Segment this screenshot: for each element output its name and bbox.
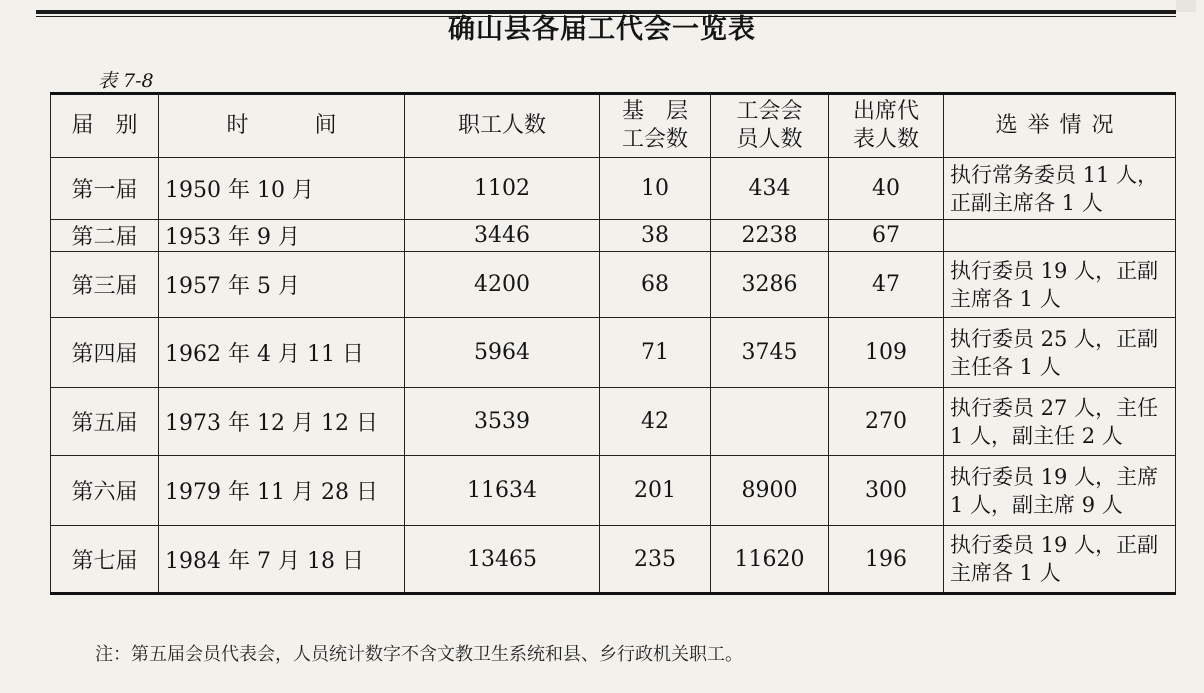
cell-time: 1984 年 7 月 18 日 bbox=[159, 526, 405, 594]
table-label: 表 7-8 bbox=[98, 70, 154, 92]
cell-grassroots: 38 bbox=[600, 220, 711, 252]
cell-election bbox=[944, 220, 1176, 252]
header-members bbox=[711, 94, 829, 158]
page-title: 确山县各届工代会一览表 bbox=[448, 14, 756, 45]
cell-time: 1962 年 4 月 11 日 bbox=[159, 318, 405, 388]
cell-delegates: 40 bbox=[829, 158, 944, 220]
cell-grassroots: 10 bbox=[600, 158, 711, 220]
cell-session: 第五届 bbox=[51, 388, 159, 456]
cell-workers: 5964 bbox=[405, 318, 600, 388]
header-members-line2: 员人数 bbox=[736, 127, 803, 152]
header-delegates bbox=[829, 94, 944, 158]
cell-election: 执行委员 19 人，正副主席各 1 人 bbox=[944, 526, 1176, 594]
cell-grassroots: 71 bbox=[600, 318, 711, 388]
table-row bbox=[51, 158, 1176, 220]
table-row bbox=[51, 456, 1176, 526]
cell-workers: 4200 bbox=[405, 252, 600, 318]
cell-election: 执行委员 25 人，正副主任各 1 人 bbox=[944, 318, 1176, 388]
cell-time: 1957 年 5 月 bbox=[159, 252, 405, 318]
cell-time: 1950 年 10 月 bbox=[159, 158, 405, 220]
cell-delegates: 109 bbox=[829, 318, 944, 388]
cell-workers: 13465 bbox=[405, 526, 600, 594]
cell-grassroots: 42 bbox=[600, 388, 711, 456]
cell-election: 执行委员 19 人，主席 1 人，副主席 9 人 bbox=[944, 456, 1176, 526]
header-time: 时 间 bbox=[159, 94, 405, 158]
cell-members: 8900 bbox=[711, 456, 829, 526]
cell-grassroots: 235 bbox=[600, 526, 711, 594]
cell-workers: 1102 bbox=[405, 158, 600, 220]
header-grassroots-unions bbox=[600, 94, 711, 158]
cell-members: 3286 bbox=[711, 252, 829, 318]
header-delegates-line2: 表人数 bbox=[852, 127, 919, 152]
header-workers: 职工人数 bbox=[405, 94, 600, 158]
table-row bbox=[51, 388, 1176, 456]
union-congress-table bbox=[50, 92, 1176, 595]
table-row bbox=[51, 526, 1176, 594]
cell-workers: 11634 bbox=[405, 456, 600, 526]
cell-delegates: 300 bbox=[829, 456, 944, 526]
cell-time: 1953 年 9 月 bbox=[159, 220, 405, 252]
header-election: 选举情况 bbox=[944, 94, 1176, 158]
cell-workers: 3446 bbox=[405, 220, 600, 252]
cell-delegates: 196 bbox=[829, 526, 944, 594]
cell-members: 434 bbox=[711, 158, 829, 220]
cell-grassroots: 68 bbox=[600, 252, 711, 318]
cell-time: 1973 年 12 月 12 日 bbox=[159, 388, 405, 456]
table-row bbox=[51, 318, 1176, 388]
cell-grassroots: 201 bbox=[600, 456, 711, 526]
header-grassroots-line2: 工会数 bbox=[621, 127, 688, 152]
cell-time: 1979 年 11 月 28 日 bbox=[159, 456, 405, 526]
table-row bbox=[51, 252, 1176, 318]
header-row bbox=[51, 94, 1176, 158]
cell-delegates: 47 bbox=[829, 252, 944, 318]
header-delegates-line1: 出席代 bbox=[852, 99, 919, 124]
table-row bbox=[51, 220, 1176, 252]
header-session: 届 别 bbox=[51, 94, 159, 158]
cell-session: 第三届 bbox=[51, 252, 159, 318]
cell-workers: 3539 bbox=[405, 388, 600, 456]
cell-members: 3745 bbox=[711, 318, 829, 388]
cell-session: 第六届 bbox=[51, 456, 159, 526]
cell-session: 第七届 bbox=[51, 526, 159, 594]
cell-session: 第二届 bbox=[51, 220, 159, 252]
cell-election: 执行常务委员 11 人，正副主席各 1 人 bbox=[944, 158, 1176, 220]
cell-election: 执行委员 27 人，主任 1 人，副主任 2 人 bbox=[944, 388, 1176, 456]
header-members-line1: 工会会 bbox=[736, 99, 803, 124]
cell-delegates: 67 bbox=[829, 220, 944, 252]
header-grassroots-line1: 基 层 bbox=[621, 99, 688, 124]
cell-election: 执行委员 19 人，正副主席各 1 人 bbox=[944, 252, 1176, 318]
cell-session: 第四届 bbox=[51, 318, 159, 388]
cell-session: 第一届 bbox=[51, 158, 159, 220]
cell-members: 11620 bbox=[711, 526, 829, 594]
cell-members bbox=[711, 388, 829, 456]
cell-members: 2238 bbox=[711, 220, 829, 252]
cell-delegates: 270 bbox=[829, 388, 944, 456]
footnote: 注：第五届会员代表会，人员统计数字不含文教卫生系统和县、乡行政机关职工。 bbox=[95, 644, 743, 665]
